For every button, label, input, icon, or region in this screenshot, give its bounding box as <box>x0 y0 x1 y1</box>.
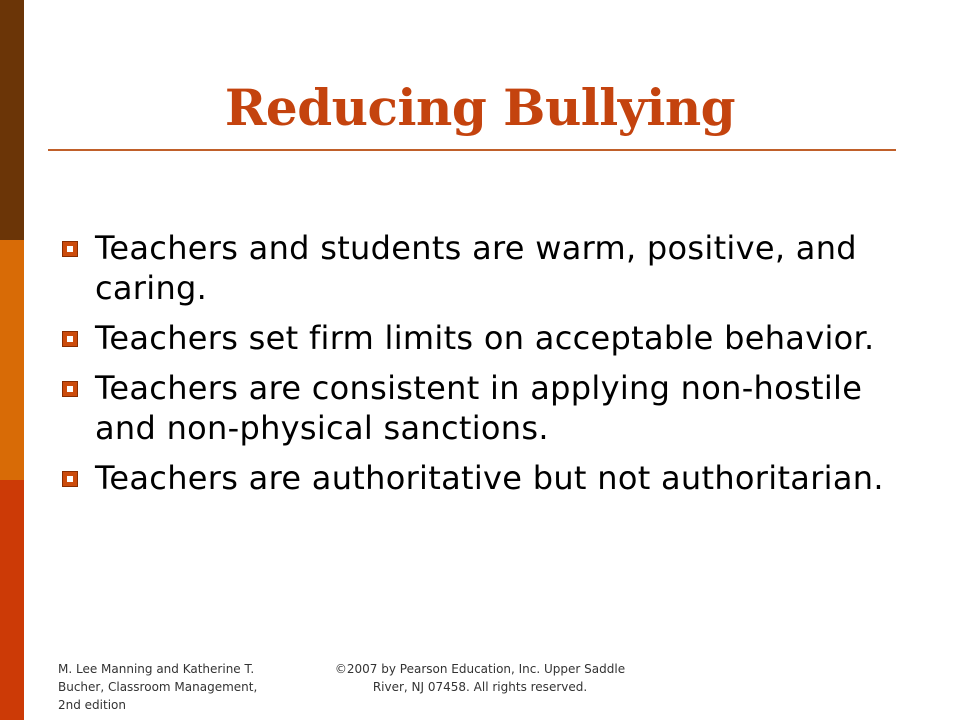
bullet-text: Teachers and students are warm, positive, and caring. <box>95 229 857 307</box>
bullet-text: Teachers are authoritative but not authoritarian. <box>95 459 884 497</box>
bullet-item <box>62 318 912 358</box>
footer-copyright: ©2007 by Pearson Education, Inc. Upper Saddle River, NJ 07458. All rights reserved. <box>334 662 626 694</box>
bullet-item <box>62 228 912 308</box>
side-accent-bar-middle <box>0 240 24 480</box>
slide-title: Reducing Bullying <box>224 78 736 137</box>
bullet-text: Teachers set firm limits on acceptable behavior. <box>95 319 875 357</box>
footer-author-citation: M. Lee Manning and Katherine T. Bucher, Classroom Management, 2nd edition <box>58 662 258 712</box>
square-bullet-icon <box>62 331 78 347</box>
side-accent-bar-top <box>0 0 24 240</box>
bullet-list <box>62 228 912 508</box>
square-bullet-icon <box>62 241 78 257</box>
bullet-item <box>62 368 912 448</box>
square-bullet-icon <box>62 381 78 397</box>
bullet-text: Teachers are consistent in applying non-hostile and non-physical sanctions. <box>95 369 863 447</box>
square-bullet-icon <box>62 471 78 487</box>
bullet-item <box>62 458 912 498</box>
title-underline-divider <box>48 149 896 151</box>
side-accent-bar-bottom <box>0 480 24 720</box>
